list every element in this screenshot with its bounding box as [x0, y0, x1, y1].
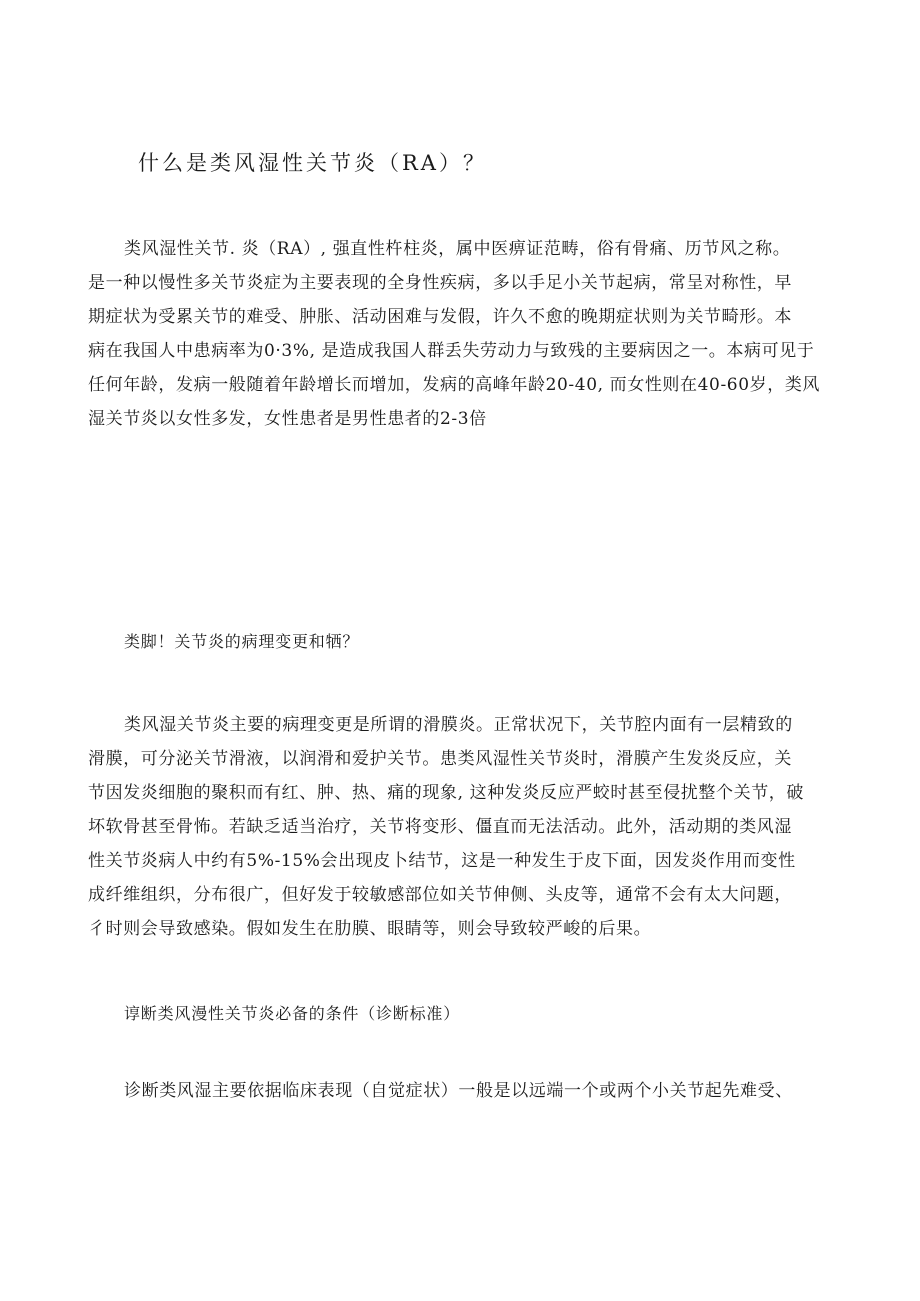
pathology-paragraph	[88, 708, 833, 946]
paragraph-line: 坏软骨甚至骨怖。若缺乏适当治疗，关节将变形、僵直而无法活动。此外，活动期的类风湿	[88, 817, 792, 837]
paragraph-line: 滑膜，可分泌关节滑液，以润滑和爱护关节。患类风湿性关节炎时，滑膜产生发炎反应，关	[88, 749, 792, 769]
paragraph-line: 病在我国人中患病率为0·3%, 是造成我国人群丢失劳动力与致残的主要病因之一。本病可见于	[88, 341, 815, 361]
paragraph-line: 类风湿性关节. 炎（RA）, 强直性杵柱炎，属中医痹证范畴，俗有骨痛、历节风之称。	[124, 239, 791, 259]
paragraph-line: 类风湿关节炎主要的病理变更是所谓的滑膜炎。正常状况下，关节腔内面有一层精致的	[124, 715, 793, 735]
paragraph-line: 性关节炎病人中约有5%-15%会出现皮卜结节，这是一种发生于皮下面，因发炎作用而变性	[88, 851, 796, 871]
paragraph-line: 彳时则会导致感染。假如发生在肋膜、眼睛等，则会导致较严峻的后果。	[88, 919, 652, 939]
paragraph-line: 节因发炎细胞的聚积而有红、肿、热、痛的现象, 这种发炎反应严蛟时甚至侵扰整个关节，破	[88, 783, 805, 803]
paragraph-line: 成纤维组织，分布很广，但好发于较敏感部位如关节伸侧、头皮等，通常不会有太大问题，	[88, 885, 792, 905]
paragraph-line: 湿关节炎以女性多发，女性患者是男性患者的2-3倍	[88, 409, 487, 429]
diagnosis-paragraph	[88, 1074, 833, 1108]
section-heading-diagnosis: 谆断类风漫性关节炎必备的条件（诊断标准）	[124, 1004, 461, 1023]
paragraph-line: 期症状为受累关节的难受、肿胀、活动困难与发假，许久不愈的晚期症状则为关节畸形。本	[88, 307, 792, 327]
paragraph-line: 任何年龄，发病一般随着年龄增长而增加，发病的高峰年龄20-40, 而女性则在40-60岁，类风	[88, 375, 821, 395]
intro-paragraph	[88, 232, 833, 436]
page-title: 什么是类风湿性关节炎（RA）？	[138, 151, 487, 175]
paragraph-line: 是一种以慢性多关节炎症为主要表现的全身性疾病，多以手足小关节起病，常呈对称性，早	[88, 273, 792, 293]
paragraph-line: 诊断类风湿主要依据临床表现（自觉症状）一般是以远端一个或两个小关节起先难受、	[124, 1081, 793, 1101]
section-heading-pathology: 类脚！关节炎的病理变更和牺？	[124, 632, 360, 651]
